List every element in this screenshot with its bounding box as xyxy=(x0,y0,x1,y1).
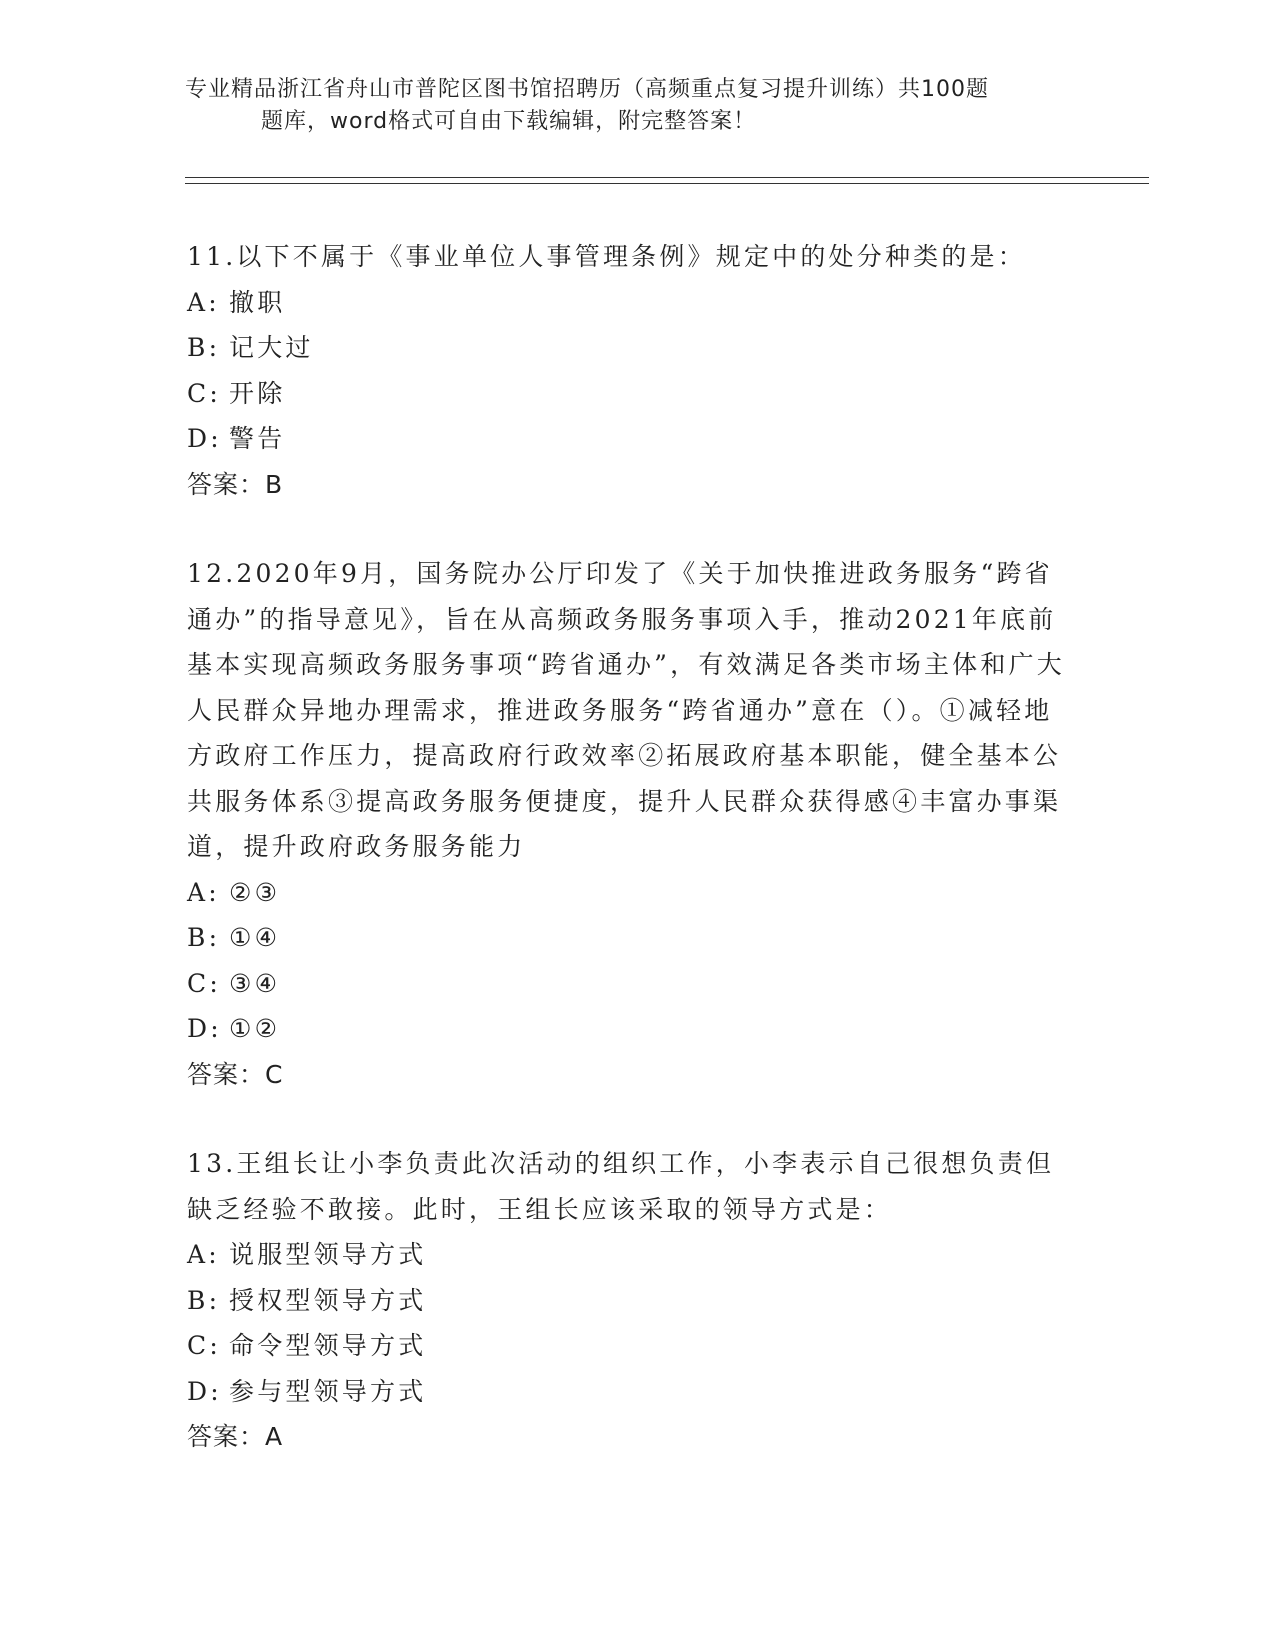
option-text: 记大过 xyxy=(229,333,314,362)
option-text: ①④ xyxy=(229,923,281,952)
option-key: C: xyxy=(187,968,221,998)
option-a xyxy=(187,280,1087,326)
option-key: B: xyxy=(187,1285,221,1315)
option-b xyxy=(187,1278,1087,1324)
option-c xyxy=(187,961,1087,1007)
option-a xyxy=(187,870,1087,916)
header-title-line-2: 题库，word格式可自由下载编辑，附完整答案！ xyxy=(261,109,757,134)
question-stem: 13.王组长让小李负责此次活动的组织工作，小李表示自己很想负责但缺乏经验不敢接。此时，王组长应该采取的领导方式是： xyxy=(187,1149,1055,1224)
option-key: A: xyxy=(187,877,220,907)
option-key: A: xyxy=(187,1240,220,1269)
answer-line: 答案：C xyxy=(187,1059,284,1089)
question-stem: 11.以下不属于《事业单位人事管理条例》规定中的处分种类的是： xyxy=(187,242,1026,271)
option-c xyxy=(187,371,1087,417)
option-c xyxy=(187,1323,1087,1369)
option-key: B: xyxy=(187,923,221,952)
header-divider-bottom xyxy=(185,183,1149,184)
option-key: C: xyxy=(187,378,221,408)
question-stem: 12.2020年9月，国务院办公厅印发了《关于加快推进政务服务“跨省通办”的指导意见》，旨在从高频政务服务事项入手，推动2021年底前基本实现高频政务服务事项“跨省通办”，有效满足各类市场主体和广大人民群众异地办理需求，推进政务服务“跨省通办”意在（）。①减轻地方政府工作压力，提高政府行政效率②拓展政府基本职能，健全基本公共服务体系③提高政务服务便捷度，提升人民群众获得感④丰富办事渠道，提升政府政务服务能力 xyxy=(187,559,1065,861)
option-key: A: xyxy=(187,287,220,317)
question-13 xyxy=(187,1141,1087,1460)
option-text: ③④ xyxy=(229,968,281,998)
question-list xyxy=(187,234,1087,1504)
option-text: 撤职 xyxy=(229,287,286,317)
option-text: 说服型领导方式 xyxy=(229,1240,427,1269)
option-text: 警告 xyxy=(229,424,286,453)
option-text: 授权型领导方式 xyxy=(229,1285,427,1315)
question-12 xyxy=(187,551,1087,1097)
header-title-line-1: 专业精品浙江省舟山市普陀区图书馆招聘历（高频重点复习提升训练）共100题 xyxy=(185,77,989,102)
option-key: C: xyxy=(187,1331,221,1360)
option-d xyxy=(187,1006,1087,1052)
answer-line: 答案：A xyxy=(187,1422,284,1451)
header-divider-top xyxy=(185,177,1149,178)
option-text: 参与型领导方式 xyxy=(229,1376,427,1406)
document-header xyxy=(185,74,1085,138)
option-key: D: xyxy=(187,424,222,453)
option-a xyxy=(187,1232,1087,1278)
option-text: 开除 xyxy=(229,378,286,408)
option-d xyxy=(187,1369,1087,1415)
option-key: D: xyxy=(187,1014,222,1043)
answer-line: 答案：B xyxy=(187,469,284,499)
option-text: ①② xyxy=(229,1014,281,1043)
option-d xyxy=(187,416,1087,462)
option-text: ②③ xyxy=(229,877,281,907)
option-b xyxy=(187,915,1087,961)
option-key: B: xyxy=(187,333,221,362)
option-text: 命令型领导方式 xyxy=(229,1331,427,1360)
option-key: D: xyxy=(187,1376,222,1406)
option-b xyxy=(187,325,1087,371)
question-11 xyxy=(187,234,1087,507)
